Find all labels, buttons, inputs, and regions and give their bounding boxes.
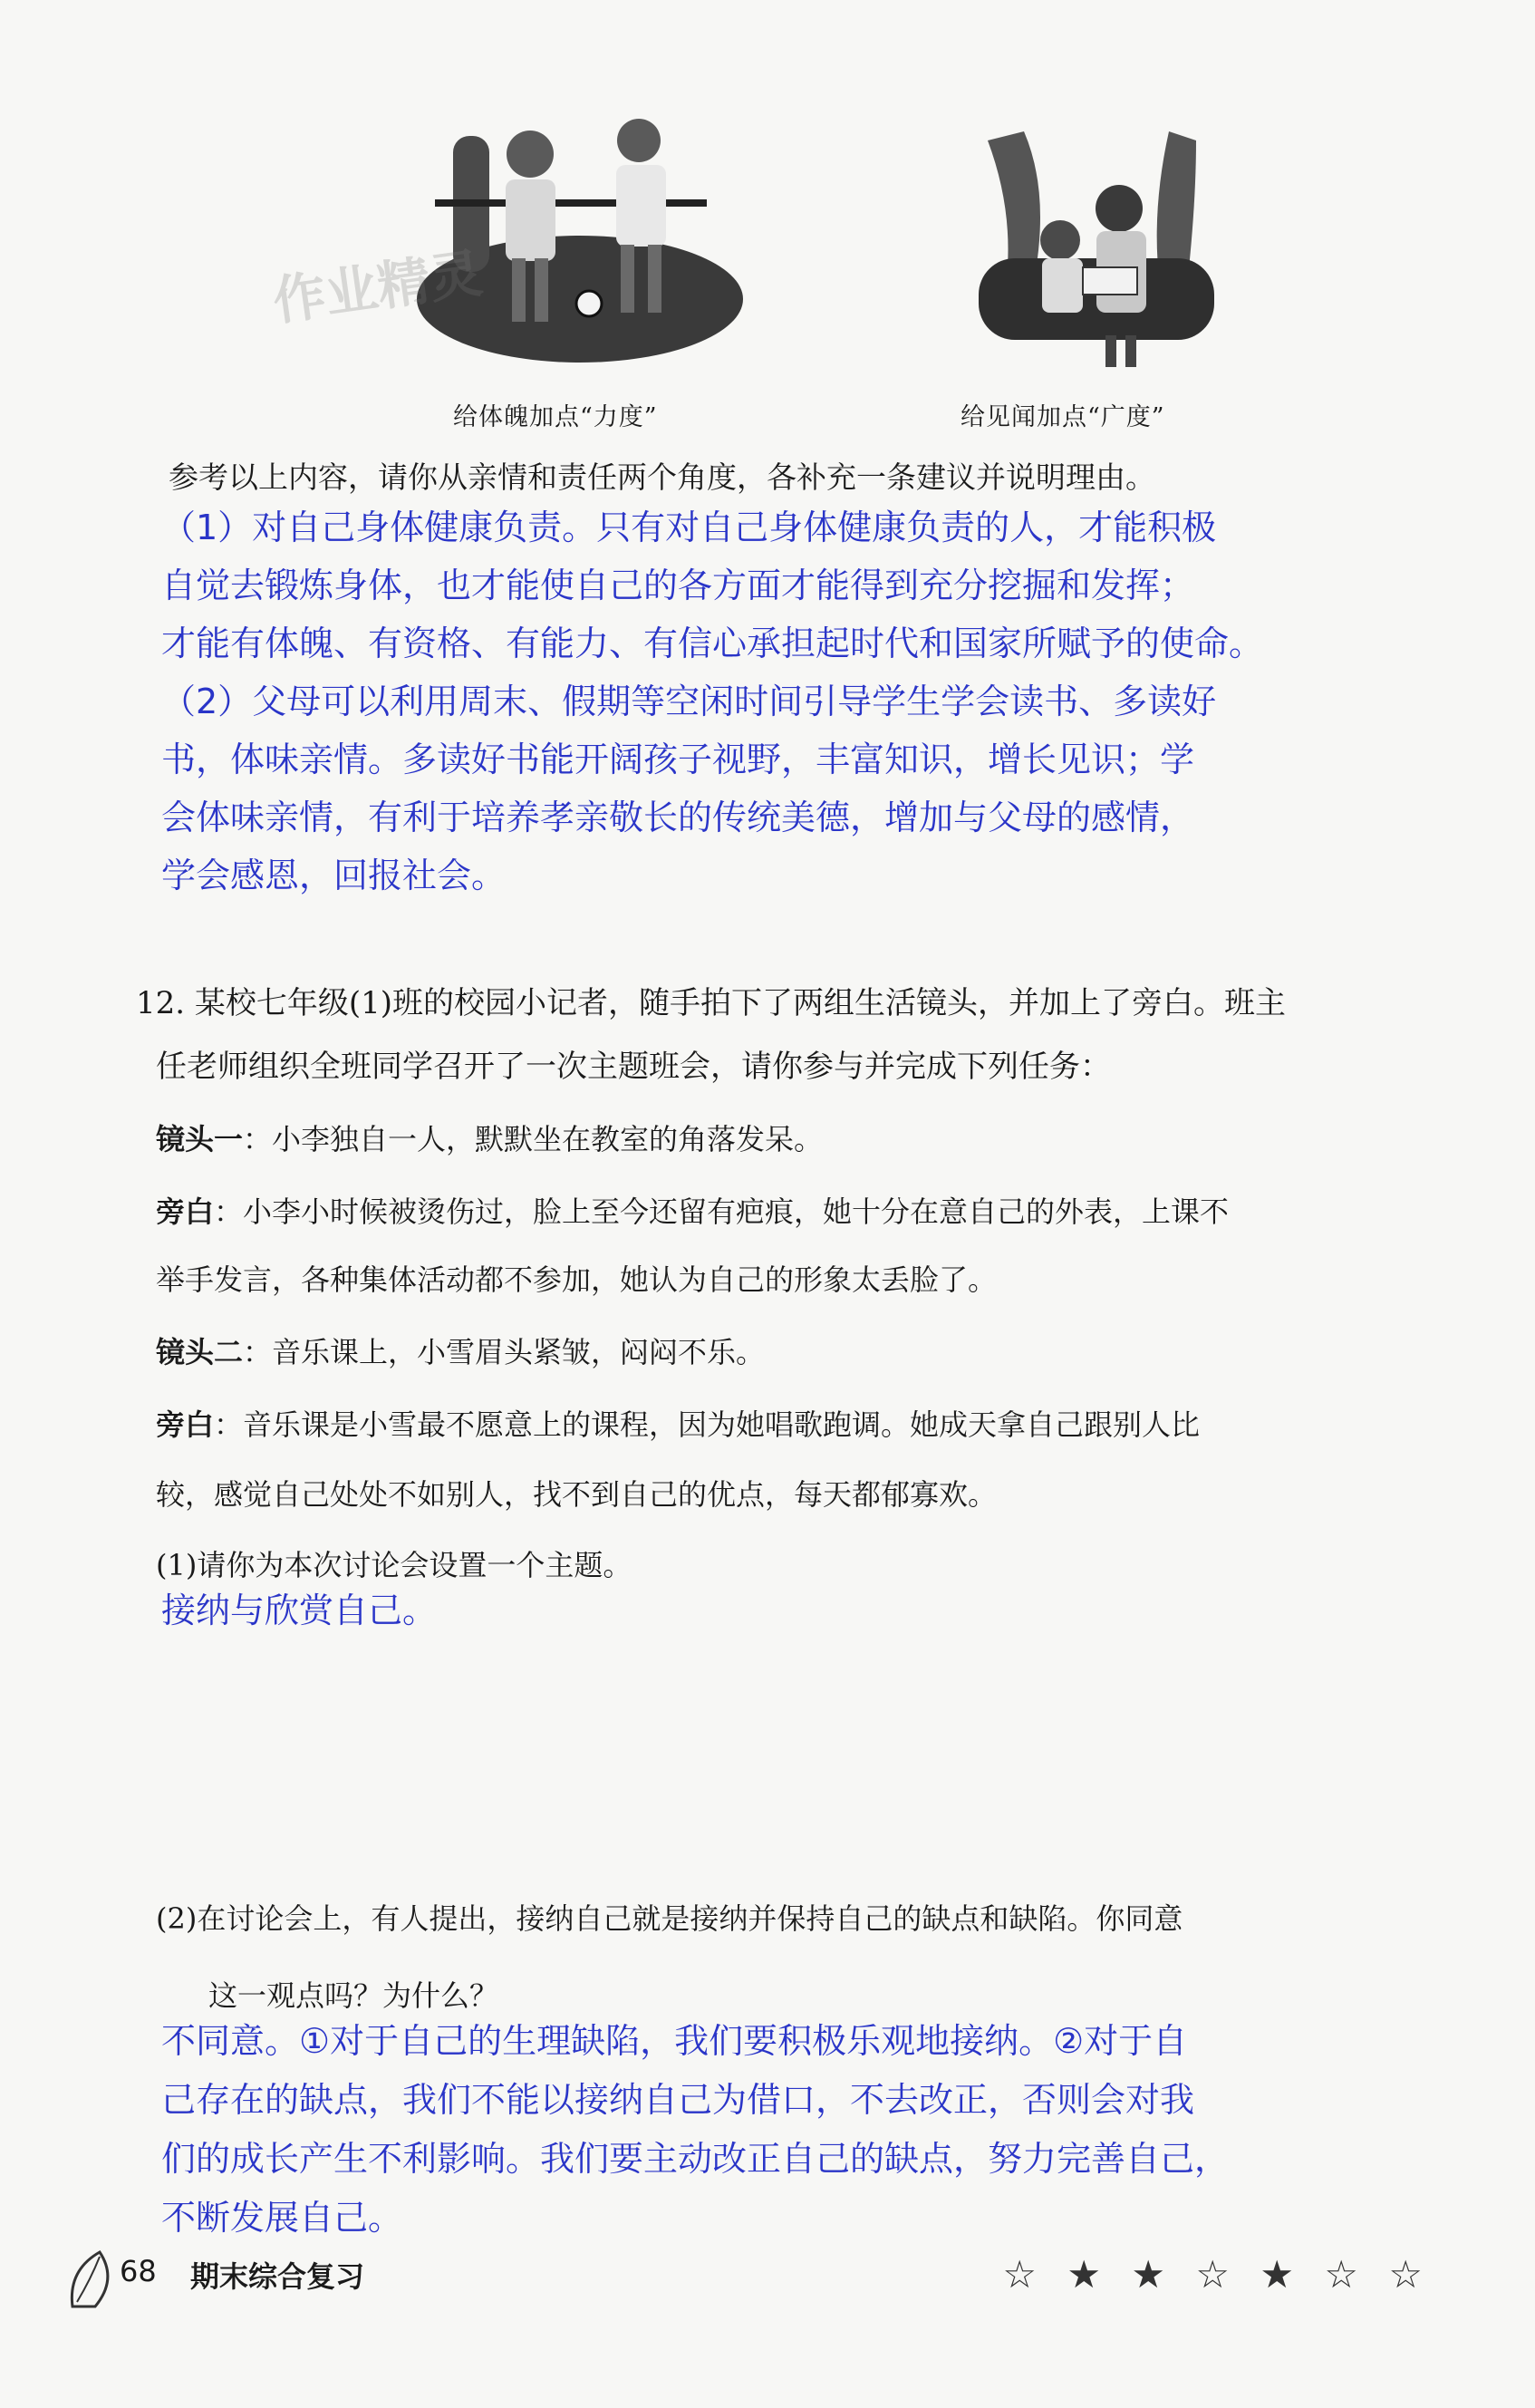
watermark: 作业精灵: [269, 242, 487, 333]
aside-2-text: ：音乐课是小雪最不愿意上的课程，因为她唱歌跑调。她成天拿自己跟别人比: [214, 1407, 1201, 1442]
sub-question-2-line-2: 这一观点吗？为什么？: [208, 1978, 499, 2013]
aside-1-label: 旁白: [156, 1194, 215, 1229]
question-12-line-2: 任老师组织全班同学召开了一次主题班会，请你参与并完成下列任务：: [156, 1049, 1111, 1085]
shot-2-text: ：音乐课上，小雪眉头紧皱，闷闷不乐。: [243, 1335, 766, 1369]
intro-prompt: 参考以上内容，请你从亲情和责任两个角度，各补充一条建议并说明理由。: [169, 459, 1155, 495]
answer-1-line-4: （2）父母可以利用周末、假期等空闲时间引导学生学会读书、多读好: [161, 682, 1217, 721]
aside-1-text: ：小李小时候被烫伤过，脸上至今还留有疤痕，她十分在意自己的外表，上课不: [214, 1194, 1230, 1229]
aside-1: [156, 1187, 1229, 1236]
shot-1-label: 镜头一: [156, 1122, 244, 1156]
leaf-icon: [63, 2243, 127, 2316]
answer-1-line-7: 学会感恩，回报社会。: [161, 856, 507, 895]
star-rating: ☆ ★ ★ ☆ ★ ☆ ☆: [1002, 2252, 1432, 2297]
page-number: 68: [120, 2254, 157, 2288]
sub-question-2-line-1: (2)在讨论会上，有人提出，接纳自己就是接纳并保持自己的缺点和缺陷。你同意: [156, 1901, 1183, 1936]
aside-2-cont: 较，感觉自己处处不如别人，找不到自己的优点，每天都郁寡欢。: [156, 1477, 998, 1512]
shot-1-text: ：小李独自一人，默默坐在教室的角落发呆。: [243, 1122, 824, 1156]
aside-2: [156, 1400, 1200, 1449]
answer-1-line-3: 才能有体魄、有资格、有能力、有信心承担起时代和国家所赋予的使命。: [161, 624, 1264, 663]
footer-title: 期末综合复习: [190, 2259, 365, 2294]
sub-answer-2-line-3: 们的成长产生不利影响。我们要主动改正自己的缺点，努力完善自己，: [161, 2139, 1230, 2179]
aside-2-label: 旁白: [156, 1407, 215, 1442]
answer-1-line-1: （1）对自己身体健康负责。只有对自己身体健康负责的人，才能积极: [161, 508, 1217, 547]
answer-1-line-6: 会体味亲情，有利于培养孝亲敬长的传统美德，增加与父母的感情，: [161, 798, 1195, 837]
sub-answer-1: 接纳与欣赏自己。: [161, 1591, 438, 1630]
aside-1-cont: 举手发言，各种集体活动都不参加，她认为自己的形象太丢脸了。: [156, 1262, 998, 1297]
caption-left: 给体魄加点“力度”: [453, 403, 658, 431]
footer: [63, 2243, 1477, 2325]
sub-answer-2-line-2: 己存在的缺点，我们不能以接纳自己为借口，不去改正，否则会对我: [161, 2080, 1195, 2120]
caption-right: 给见闻加点“广度”: [961, 403, 1165, 431]
question-12-line-1: 12. 某校七年级(1)班的校园小记者，随手拍下了两组生活镜头，并加上了旁白。班主: [136, 985, 1287, 1021]
shot-1: [156, 1115, 823, 1164]
shot-2-label: 镜头二: [156, 1335, 244, 1369]
sub-answer-2-line-1: 不同意。①对于自己的生理缺陷，我们要积极乐观地接纳。②对于自: [161, 2021, 1188, 2061]
reading-illustration: [951, 104, 1241, 376]
answer-1-line-2: 自觉去锻炼身体，也才能使自己的各方面才能得到充分挖掘和发挥；: [161, 566, 1195, 605]
sub-answer-2-line-4: 不断发展自己。: [161, 2198, 403, 2238]
answer-1-line-5: 书，体味亲情。多读好书能开阔孩子视野，丰富知识，增长见识；学: [161, 740, 1195, 779]
sub-question-1: (1)请你为本次讨论会设置一个主题。: [156, 1548, 632, 1582]
shot-2: [156, 1328, 765, 1377]
